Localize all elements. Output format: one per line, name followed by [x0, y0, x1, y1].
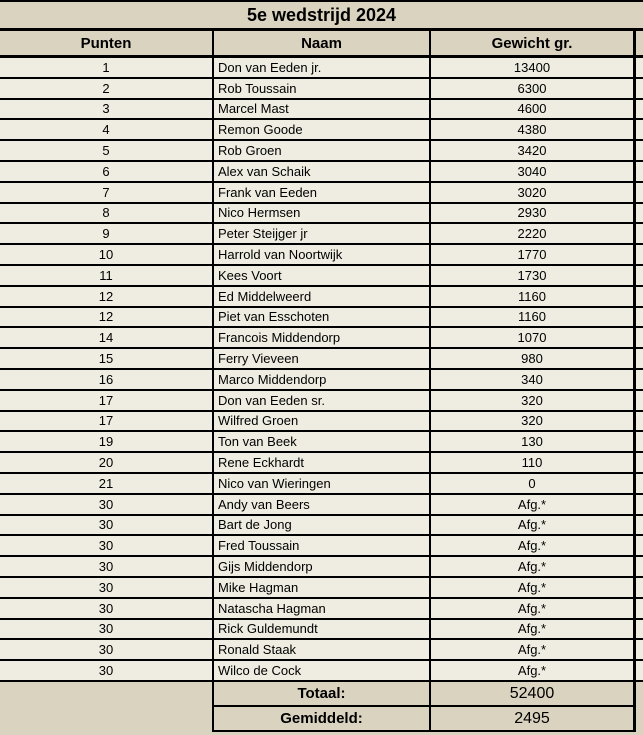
table-row	[0, 495, 643, 516]
naam-cell: Wilco de Cock	[214, 661, 431, 680]
punten-cell: 30	[0, 599, 214, 618]
table-row	[0, 661, 643, 682]
table-row	[0, 349, 643, 370]
table-row	[0, 58, 643, 79]
naam-cell: Ferry Vieveen	[214, 349, 431, 368]
row-edge-sliver	[636, 391, 643, 410]
gewicht-cell: 6300	[431, 79, 636, 98]
row-edge-sliver	[636, 58, 643, 77]
punten-cell: 12	[0, 287, 214, 306]
row-edge-sliver	[636, 474, 643, 493]
punten-cell: 7	[0, 183, 214, 202]
punten-cell: 17	[0, 412, 214, 431]
gewicht-cell: Afg.*	[431, 661, 636, 680]
row-edge-sliver	[636, 183, 643, 202]
naam-cell: Nico Hermsen	[214, 204, 431, 223]
gewicht-cell: 3040	[431, 162, 636, 181]
gewicht-cell: 2930	[431, 204, 636, 223]
gewicht-cell: Afg.*	[431, 516, 636, 535]
table-row	[0, 516, 643, 537]
row-edge-sliver	[636, 266, 643, 285]
punten-cell: 30	[0, 620, 214, 639]
gemiddeld-value: 2495	[431, 707, 636, 732]
table-row	[0, 183, 643, 204]
gewicht-cell: 13400	[431, 58, 636, 77]
table-row	[0, 599, 643, 620]
table-row	[0, 578, 643, 599]
table-row	[0, 620, 643, 641]
row-edge-sliver	[636, 162, 643, 181]
table-row	[0, 79, 643, 100]
gewicht-cell: 340	[431, 370, 636, 389]
naam-cell: Peter Steijger jr	[214, 224, 431, 243]
table-row	[0, 370, 643, 391]
row-edge-sliver	[636, 349, 643, 368]
table-body	[0, 58, 643, 682]
gemiddeld-label: Gemiddeld:	[212, 707, 431, 732]
punten-cell: 1	[0, 58, 214, 77]
punten-cell: 11	[0, 266, 214, 285]
column-header-punten: Punten	[0, 31, 214, 55]
punten-cell: 10	[0, 245, 214, 264]
naam-cell: Don van Eeden sr.	[214, 391, 431, 410]
table-row	[0, 287, 643, 308]
table-footer	[0, 682, 643, 735]
naam-cell: Bart de Jong	[214, 516, 431, 535]
gewicht-cell: Afg.*	[431, 620, 636, 639]
table-row	[0, 266, 643, 287]
table-row	[0, 453, 643, 474]
punten-cell: 30	[0, 495, 214, 514]
punten-cell: 6	[0, 162, 214, 181]
punten-cell: 12	[0, 308, 214, 327]
row-edge-sliver	[636, 432, 643, 451]
gewicht-cell: 1770	[431, 245, 636, 264]
naam-cell: Harrold van Noortwijk	[214, 245, 431, 264]
punten-cell: 30	[0, 578, 214, 597]
punten-cell: 2	[0, 79, 214, 98]
gewicht-cell: 0	[431, 474, 636, 493]
naam-cell: Rob Toussain	[214, 79, 431, 98]
table-row	[0, 474, 643, 495]
punten-cell: 30	[0, 536, 214, 555]
footer-edge-sliver	[636, 682, 643, 732]
punten-cell: 5	[0, 141, 214, 160]
row-edge-sliver	[636, 370, 643, 389]
naam-cell: Frank van Eeden	[214, 183, 431, 202]
naam-cell: Alex van Schaik	[214, 162, 431, 181]
gewicht-cell: 1160	[431, 287, 636, 306]
row-edge-sliver	[636, 620, 643, 639]
row-edge-sliver	[636, 516, 643, 535]
gewicht-cell: Afg.*	[431, 557, 636, 576]
table-row	[0, 328, 643, 349]
gewicht-cell: Afg.*	[431, 599, 636, 618]
punten-cell: 16	[0, 370, 214, 389]
totaal-value: 52400	[431, 682, 636, 707]
naam-cell: Remon Goode	[214, 120, 431, 139]
naam-cell: Ton van Beek	[214, 432, 431, 451]
row-edge-sliver	[636, 120, 643, 139]
row-edge-sliver	[636, 204, 643, 223]
naam-cell: Andy van Beers	[214, 495, 431, 514]
naam-cell: Rob Groen	[214, 141, 431, 160]
table-row	[0, 308, 643, 329]
gewicht-cell: 320	[431, 391, 636, 410]
naam-cell: Nico van Wieringen	[214, 474, 431, 493]
table-row	[0, 162, 643, 183]
row-edge-sliver	[636, 599, 643, 618]
punten-cell: 21	[0, 474, 214, 493]
row-edge-sliver	[636, 495, 643, 514]
naam-cell: Gijs Middendorp	[214, 557, 431, 576]
naam-cell: Don van Eeden jr.	[214, 58, 431, 77]
punten-cell: 15	[0, 349, 214, 368]
punten-cell: 14	[0, 328, 214, 347]
punten-cell: 8	[0, 204, 214, 223]
punten-cell: 4	[0, 120, 214, 139]
table-row	[0, 120, 643, 141]
table-row	[0, 100, 643, 121]
page-title: 5e wedstrijd 2024	[0, 2, 643, 31]
row-edge-sliver	[636, 536, 643, 555]
naam-cell: Ronald Staak	[214, 640, 431, 659]
punten-cell: 17	[0, 391, 214, 410]
totaal-label: Totaal:	[212, 682, 431, 707]
naam-cell: Ed Middelweerd	[214, 287, 431, 306]
row-edge-sliver	[636, 328, 643, 347]
naam-cell: Piet van Esschoten	[214, 308, 431, 327]
row-edge-sliver	[636, 79, 643, 98]
gewicht-cell: 320	[431, 412, 636, 431]
gewicht-cell: 4600	[431, 100, 636, 119]
gewicht-cell: Afg.*	[431, 578, 636, 597]
column-header-gewicht: Gewicht gr.	[431, 31, 636, 55]
naam-cell: Natascha Hagman	[214, 599, 431, 618]
naam-cell: Rick Guldemundt	[214, 620, 431, 639]
gewicht-cell: 1160	[431, 308, 636, 327]
punten-cell: 9	[0, 224, 214, 243]
table-row	[0, 412, 643, 433]
table-row	[0, 204, 643, 225]
gewicht-cell: 4380	[431, 120, 636, 139]
gewicht-cell: 130	[431, 432, 636, 451]
gewicht-cell: Afg.*	[431, 495, 636, 514]
punten-cell: 30	[0, 640, 214, 659]
gewicht-cell: 3020	[431, 183, 636, 202]
gewicht-cell: 3420	[431, 141, 636, 160]
gewicht-cell: Afg.*	[431, 536, 636, 555]
row-edge-sliver	[636, 578, 643, 597]
table-row	[0, 536, 643, 557]
table-row	[0, 557, 643, 578]
row-edge-sliver	[636, 453, 643, 472]
naam-cell: Marco Middendorp	[214, 370, 431, 389]
row-edge-sliver	[636, 308, 643, 327]
table-row	[0, 391, 643, 412]
punten-cell: 19	[0, 432, 214, 451]
naam-cell: Wilfred Groen	[214, 412, 431, 431]
punten-cell: 30	[0, 661, 214, 680]
punten-cell: 3	[0, 100, 214, 119]
table-row	[0, 245, 643, 266]
row-edge-sliver	[636, 661, 643, 680]
punten-cell: 30	[0, 557, 214, 576]
row-edge-sliver	[636, 640, 643, 659]
naam-cell: Kees Voort	[214, 266, 431, 285]
row-edge-sliver	[636, 224, 643, 243]
gewicht-cell: 2220	[431, 224, 636, 243]
table-row	[0, 432, 643, 453]
row-edge-sliver	[636, 141, 643, 160]
table-row	[0, 224, 643, 245]
naam-cell: Rene Eckhardt	[214, 453, 431, 472]
gewicht-cell: Afg.*	[431, 640, 636, 659]
naam-cell: Fred Toussain	[214, 536, 431, 555]
table-row	[0, 640, 643, 661]
row-edge-sliver	[636, 557, 643, 576]
gewicht-cell: 1070	[431, 328, 636, 347]
naam-cell: Francois Middendorp	[214, 328, 431, 347]
table-header-row	[0, 31, 643, 58]
gewicht-cell: 110	[431, 453, 636, 472]
gewicht-cell: 1730	[431, 266, 636, 285]
naam-cell: Marcel Mast	[214, 100, 431, 119]
punten-cell: 30	[0, 516, 214, 535]
column-header-naam: Naam	[214, 31, 431, 55]
row-edge-sliver	[636, 100, 643, 119]
header-edge-sliver	[636, 31, 643, 55]
row-edge-sliver	[636, 287, 643, 306]
row-edge-sliver	[636, 412, 643, 431]
footer-empty-cell	[0, 682, 212, 732]
row-edge-sliver	[636, 245, 643, 264]
punten-cell: 20	[0, 453, 214, 472]
table-row	[0, 141, 643, 162]
naam-cell: Mike Hagman	[214, 578, 431, 597]
gewicht-cell: 980	[431, 349, 636, 368]
